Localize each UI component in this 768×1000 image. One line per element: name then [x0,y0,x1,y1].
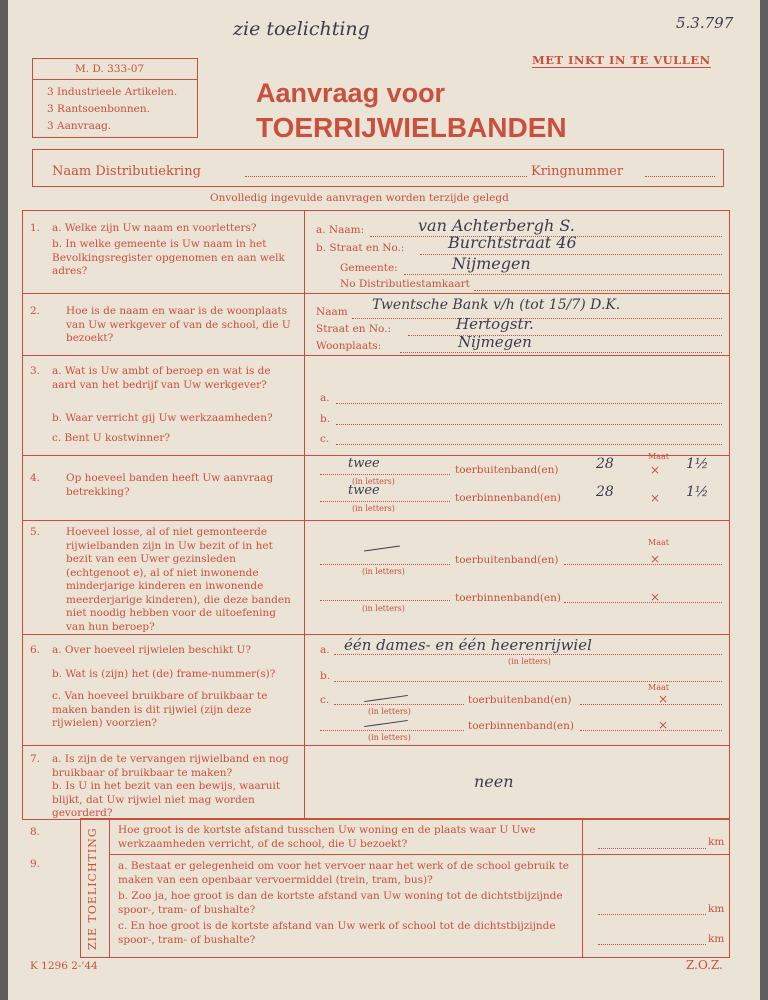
q4-row1-size1: 28 [596,456,614,472]
q6-label-a: a. [320,644,330,656]
q8-unit: km [708,836,725,848]
footer-code: K 1296 2-'44 [30,960,98,972]
form-code-box [32,58,198,138]
q3-a-text: a. Wat is Uw ambt of beroep en wat is de aard van het bedrijf van Uw werkgever? [52,365,271,391]
q4-row1-in-letters: (in letters) [352,477,395,486]
q1-answer-name: van Achterbergh S. [418,216,575,235]
copies-3: 3 Aanvraag. [47,120,112,132]
q2-number: 2. [30,305,41,317]
q7-answer: neen [474,772,514,791]
q6-number: 6. [30,644,41,656]
q1-label-name: a. Naam: [316,224,365,236]
q6-maat: Maat [648,683,669,692]
q3-label-c: c. [320,433,330,445]
q6-a-text: a. Over hoeveel rijwielen beschikt U? [52,644,251,656]
archive-number: 5.3.797 [676,14,734,32]
q2-answer-name: Twentsche Bank v/h (tot 15/7) D.K. [372,297,621,313]
zoz-label: Z.O.Z. [686,958,723,972]
q4-number: 4. [30,472,41,484]
q1-label-municipality: Gemeente: [340,262,398,274]
q7-b-text: b. Is U in het bezit van een bewijs, waaruit blijkt, dat Uw rijwiel niet mag worden gevorderd? [52,780,281,819]
q6-label-b: b. [320,670,331,682]
q6-row1-label: toerbuitenband(en) [468,694,572,706]
q3-c-text: c. Bent U kostwinner? [52,432,171,444]
copies-1: 3 Industrieele Artikelen. [47,86,178,98]
title-line1: Aanvraag voor [256,78,446,108]
q9-a-text: a. Bestaat er gelegenheid om voor het vervoer naar het werk of de school gebruik te maken van een openbaar vervoermiddel (trein, tram, bus)? [118,860,570,886]
form-code: M. D. 333-07 [75,63,145,75]
q4-maat: Maat [648,452,669,461]
q5-row2-label: toerbinnenband(en) [455,592,561,604]
q2-label-street: Straat en No.: [316,323,392,335]
q5-text: Hoeveel losse, al of niet gemonteerde rijwielbanden zijn in Uw bezit of in het bezit van een Uwer gezinsleden (echtgenoot e), al of niet inwonende minderjarige kinderen en inwonende meerderjarige kinderen), die deze banden niet noodig hebben voor de uitoefening van hun beroep? [66,526,291,633]
q4-row2-label: toerbinnenband(en) [455,492,561,504]
q2-label-city: Woonplaats: [316,340,382,352]
copies-2: 3 Rantsoenbonnen. [47,103,150,115]
q7-a-text: a. Is zijn de te vervangen rijwielband en nog bruikbaar of bruikbaar te maken? [52,753,289,779]
q4-row2-count: twee [348,483,380,498]
q9-b-unit: km [708,903,725,915]
q4-row1-label: toerbuitenband(en) [455,464,559,476]
q4-row2-size1: 28 [596,484,614,500]
q3-label-a: a. [320,392,330,404]
q6-row2-label: toerbinnenband(en) [468,720,574,732]
q1-a-text: a. Welke zijn Uw naam en voorletters? [52,222,257,234]
q6-row2-in-letters: (in letters) [368,733,411,742]
q9-c-unit: km [708,933,725,945]
q8-number: 8. [30,826,41,838]
handwritten-annotation: zie toelichting [233,18,370,40]
form-sheet: zie toelichting 5.3.797 MET INKT IN TE VULLEN M. D. 333-07 3 Industrieele Artikelen. 3 Rantsoenbonnen. 3 Aanvraag. Aanvraag voor TOERRIJWIELBANDEN Naam Distributiekring Kringnummer Onvolledig ingevulde aanvragen worden terzijde gelegd 1. a. Welke zijn Uw naam en voorletters? b. In welke gemeente is Uw naam in het Bevolkingsregister opgenomen en aan welk adres? a. Naam: van Achterbergh S. b. Straat en No.: Burchtstraat 46 Gemeente: Nijmegen No Distributiestamkaart 2. Hoe is de naam en waar is de woonplaats van Uw werkgever of van de school, die U bezoekt? Naam Twentsche Bank v/h (tot 15/7) D.K. Straat en No.: Hertogstr. Woonplaats: Nijmegen 3. a. Wat is Uw ambt of beroep en wat is de aard van het bedrijf van Uw werkgever? b. Waar verricht gij Uw werkzaamheden? c. Bent U kostwinner? a. b. c. 4. Op hoeveel banden heeft Uw aanvraag betrekking? Maat twee (in letters) toerbuitenband(en) 28 × 1½ twee (in letters) toerbinnenband(en) 28 × 1½ 5. Hoeveel losse, al of niet gemonteerde rijwielbanden zijn in Uw bezit of in het bezit van een Uwer gezinsleden (echtgenoot e), al of niet inwonende minderjarige kinderen en inwonende meerderjarige kinderen), die deze banden niet noodig hebben voor de uitoefening van hun beroep? Maat (in letters) toerbuitenband(en) × (in letters) toerbinnenband(en) × 6. a. Over hoeveel rijwielen beschikt U? b. Wat is (zijn) het (de) frame-nummer(s)? c. Van hoeveel bruikbare of bruikbaar te maken banden is dit rijwiel (zijn deze rijwielen) voorzien? a. één dames- en één heerenrijwiel (in letters) b. Maat c. (in letters) toerbuitenband(en) × (in letters) toerbinnenband(en) × 7. a. Is zijn de te vervangen rijwielband en nog bruikbaar of bruikbaar te maken? b. Is U in het bezit van een bewijs, waaruit blijkt, dat Uw rijwiel niet mag worden gevorderd? neen 8. 9. ZIE TOELICHTING Hoe groot is de kortste afstand tusschen Uw woning en de plaats waar U Uwe werkzaamheden verricht, of de school, die U bezoekt? km a. Bestaat er gelegenheid om voor het vervoer naar het werk of de school gebruik te maken van een openbaar vervoermiddel (trein, tram, bus)? b. Zoo ja, hoe groot is dan de kortste afstand van Uw woning tot de dichtstbijzijnde spoor-, tram- of bushalte? km c. En hoe groot is de kortste afstand van Uw werk of school tot de dichtstbijzijnde spoor-, tram- of bushalte? km K 1296 2-'44 Z.O.Z. [8,0,760,1000]
toelichting-side-label: ZIE TOELICHTING [86,827,99,950]
q1-b-text: b. In welke gemeente is Uw naam in het Bevolkingsregister opgenomen en aan welk adres? [52,238,285,277]
q9-number: 9. [30,858,41,870]
q6-b-text: b. Wat is (zijn) het (de) frame-nummer(s)? [52,668,276,680]
q3-b-text: b. Waar verricht gij Uw werkzaamheden? [52,412,273,424]
ink-notice: MET INKT IN TE VULLEN [532,53,711,67]
q2-answer-street: Hertogstr. [456,315,534,333]
q5-row1-label: toerbuitenband(en) [455,554,559,566]
q6-a-in-letters: (in letters) [508,657,551,666]
district-box [32,149,724,187]
title-line2: TOERRIJWIELBANDEN [256,112,567,143]
q6-c-text: c. Van hoeveel bruikbare of bruikbaar te maken banden is dit rijwiel (zijn deze rijwielen) voorzien? [52,690,268,729]
q7-number: 7. [30,753,41,765]
q1-answer-street: Burchtstraat 46 [448,233,577,252]
q5-number: 5. [30,526,41,538]
q4-row1-count: twee [348,456,380,471]
q9-b-text: b. Zoo ja, hoe groot is dan de kortste afstand van Uw woning tot de dichtstbijzijnde spoor-, tram- of bushalte? [118,890,563,916]
q8-text: Hoe groot is de kortste afstand tusschen Uw woning en de plaats waar U Uwe werkzaamheden verricht, of de school, die U bezoekt? [118,824,536,850]
q4-row2-size2: 1½ [686,484,709,500]
district-number-label: Kringnummer [531,164,624,179]
q4-text: Op hoeveel banden heeft Uw aanvraag betrekking? [66,472,274,498]
q4-row1-size2: 1½ [686,456,709,472]
q5-row1-in-letters: (in letters) [362,567,405,576]
incomplete-note: Onvolledig ingevulde aanvragen worden terzijde gelegd [210,192,509,204]
q1-answer-municipality: Nijmegen [452,254,531,273]
q5-row2-in-letters: (in letters) [362,604,405,613]
q5-maat: Maat [648,538,669,547]
q2-text: Hoe is de naam en waar is de woonplaats van Uw werkgever of van de school, die U bezoekt? [66,305,291,344]
q6-answer-a: één dames- en één heerenrijwiel [344,636,592,654]
q1-label-street: b. Straat en No.: [316,242,405,254]
q9-c-text: c. En hoe groot is de kortste afstand van Uw werk of school tot de dichtstbijzijnde spoor-, tram- of bushalte? [118,920,556,946]
q4-row2-in-letters: (in letters) [352,504,395,513]
district-name-label: Naam Distributiekring [52,164,201,179]
q3-number: 3. [30,365,41,377]
q1-label-stamkaart: No Distributiestamkaart [340,278,470,290]
q6-label-c: c. [320,694,330,706]
q2-label-name: Naam [316,306,348,318]
q6-row1-in-letters: (in letters) [368,707,411,716]
q1-number: 1. [30,222,41,234]
q3-label-b: b. [320,413,331,425]
q2-answer-city: Nijmegen [458,333,532,351]
